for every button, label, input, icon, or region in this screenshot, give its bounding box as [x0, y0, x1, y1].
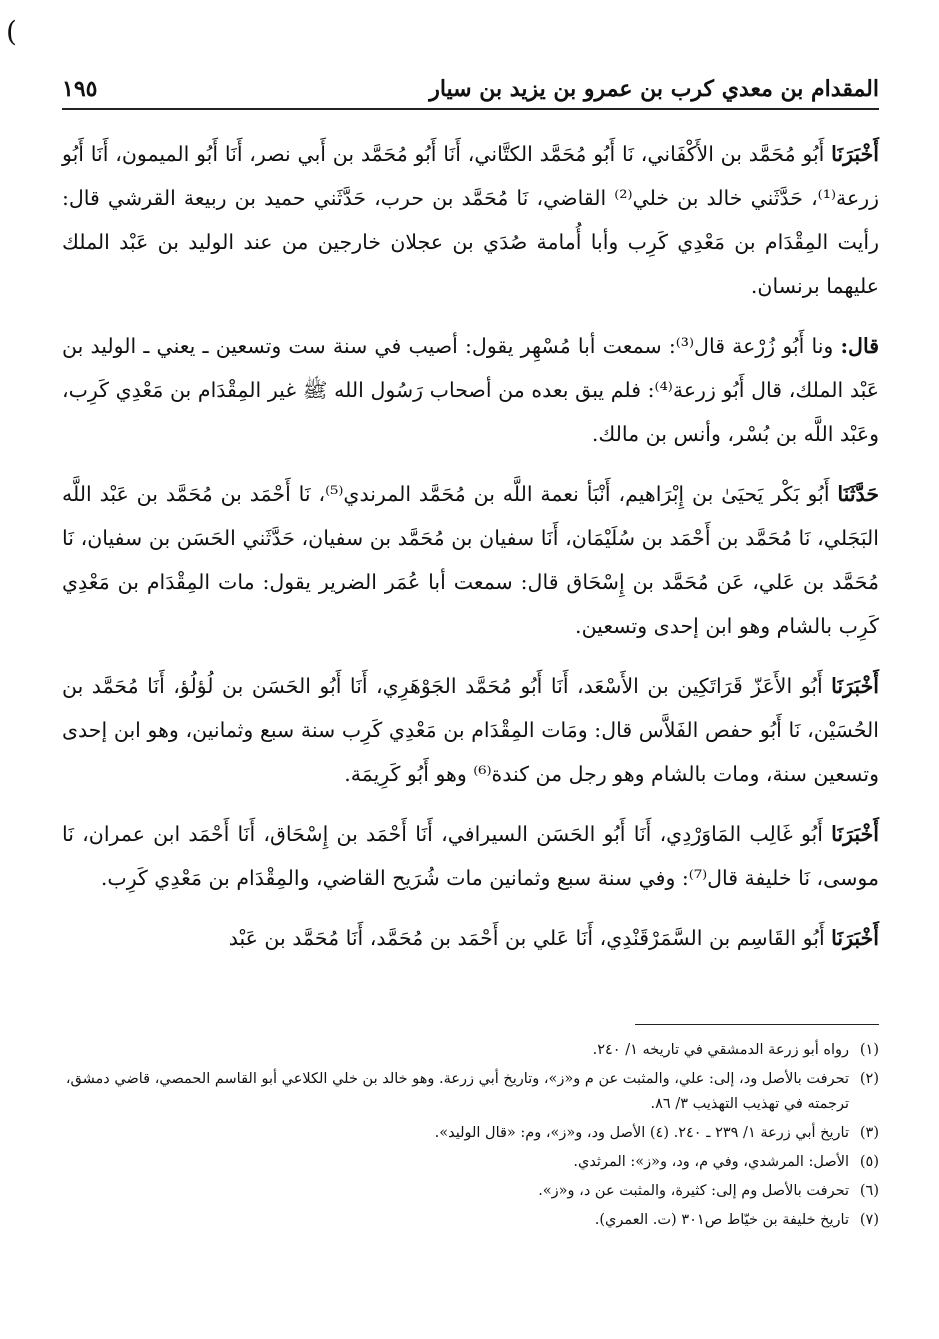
footnote-number: (٥) — [859, 1154, 879, 1170]
footnote — [62, 1150, 879, 1175]
footnote-text: تحرفت بالأصل ود، إلى: علي، والمثبت عن م و«ز»، وتاريخ أبي زرعة. وهو خالد بن خلي الكلاعي أبو القاسم الحمصي، قاضي دمشق، ترجمته في تهذيب التهذيب ٣/ ٨٦. — [65, 1071, 849, 1112]
footnote-text: تحرفت بالأصل وم إلى: كثيرة، والمثبت عن د، و«ز». — [538, 1183, 849, 1199]
paragraph-lead: قال: — [840, 334, 879, 358]
paragraph-lead: أَخْبَرَنَا — [831, 142, 879, 166]
footnote-text: تاريخ أبي زرعة ١/ ٢٣٩ ـ ٢٤٠. (٤) الأصل ود، و«ز»، وم: «قال الوليد». — [434, 1125, 849, 1141]
page-header — [62, 62, 879, 110]
footnote-text: الأصل: المرشدي، وفي م، ود، و«ز»: المرثدي. — [573, 1154, 849, 1170]
paragraph — [62, 812, 879, 900]
footnote — [62, 1121, 879, 1146]
footnote-number: (٢) — [859, 1071, 879, 1087]
paragraph-text: أَبُو القَاسِم بن السَّمَرْقَنْدِي، أَنَا عَلي بن أَحْمَد بن مُحَمَّد، أَنَا مُحَمَّد بن عَبْد — [228, 926, 832, 950]
paragraph — [62, 324, 879, 456]
paragraph-lead: أَخْبَرَنَا — [831, 674, 879, 698]
paragraph — [62, 132, 879, 308]
corner-mark: ( — [6, 15, 17, 48]
paragraph-lead: حَدَّثَنَا — [837, 482, 879, 506]
footnote-number: (٣) — [859, 1125, 879, 1141]
footnote — [62, 1067, 879, 1117]
footnote-text: رواه أبو زرعة الدمشقي في تاريخه ١/ ٢٤٠. — [592, 1042, 849, 1058]
footnotes — [62, 1038, 879, 1237]
running-title: المقدام بن معدي كرب بن عمرو بن يزيد بن سيار — [429, 76, 879, 102]
paragraph-lead: أَخْبَرَنَا — [831, 926, 879, 950]
paragraph — [62, 916, 879, 960]
paragraph-text: أَبُو غَالِب المَاوَرْدِي، أَنَا أَبُو الحَسَن السيرافي، أَنَا أَحْمَد بن إِسْحَاق، أَنَا أَحْمَد ابن عمران، نَا موسى، نَا خليفة قال⁽⁷⁾: وفي سنة سبع وثمانين مات شُرَيح القاضي، والمِقْدَام بن مَعْدِي كَرِب. — [62, 822, 879, 890]
page-number: ١٩٥ — [62, 76, 98, 102]
footnote-text: تاريخ خليفة بن خيّاط ص٣٠١ (ت. العمري). — [594, 1212, 849, 1228]
paragraph-text: ونا أَبُو زُرْعة قال⁽³⁾: سمعت أبا مُسْهِر يقول: أصيب في سنة ست وتسعين ـ يعني ـ الوليد بن عَبْد الملك، قال أَبُو زرعة⁽⁴⁾: فلم يبق بعده من أصحاب رَسُول الله ﷺ غير المِقْدَام بن مَعْدِي كَرِب، وعَبْد اللَّه بن بُسْر، وأنس بن مالك. — [62, 334, 879, 446]
footnote — [62, 1179, 879, 1204]
footnote-number: (٦) — [859, 1183, 879, 1199]
paragraph — [62, 472, 879, 648]
paragraph-lead: أَخْبَرَنَا — [831, 822, 879, 846]
footnote-divider — [635, 1024, 879, 1025]
main-text — [62, 132, 879, 976]
paragraph-text: أَبُو بَكْر يَحيَىٰ بن إِبْرَاهيم، أَنْبَأ نعمة اللَّه بن مُحَمَّد المرندي⁽⁵⁾، نَا أَحْمَد بن مُحَمَّد بن عَبْد اللَّه البَجَلي، نَا مُحَمَّد بن أَحْمَد بن سُلَيْمَان، أَنَا سفيان بن مُحَمَّد بن سفيان، حَدَّثَني الحَسَن بن سفيان، نَا مُحَمَّد بن عَلي، عَن مُحَمَّد بن إِسْحَاق قال: سمعت أبا عُمَر الضرير يقول: مات المِقْدَام بن مَعْدِي كَرِب بالشام وهو ابن إحدى وتسعين. — [62, 482, 879, 638]
footnote — [62, 1038, 879, 1063]
paragraph-text: أَبُو مُحَمَّد بن الأَكْفَاني، نَا أَبُو مُحَمَّد الكتَّاني، أَنَا أَبُو مُحَمَّد بن أَبي نصر، أَنَا أَبُو الميمون، أَنَا أَبُو زرعة⁽¹⁾، حَدَّثَني خالد بن خلي⁽²⁾ القاضي، نَا مُحَمَّد بن حرب، حَدَّثَني حميد بن ربيعة القرشي قال: رأيت المِقْدَام بن مَعْدِي كَرِب وأبا أُمامة صُدَي بن عجلان خارجين من عند الوليد بن عَبْد الملك عليهما برنسان. — [62, 142, 879, 298]
paragraph-text: أَبُو الأَعَزّ قَرَاتَكِين بن الأَسْعَد، أَنَا أَبُو مُحَمَّد الجَوْهَرِي، أَنَا أَبُو الحَسَن بن لُؤلُؤ، أَنَا مُحَمَّد بن الحُسَيْن، نَا أَبُو حفص الفَلاَّس قال: ومَات المِقْدَام بن مَعْدِي كَرِب سنة سبع وثمانين، وهو ابن إحدى وتسعين سنة، ومات بالشام وهو رجل من كندة⁽⁶⁾ وهو أَبُو كَرِيمَة. — [62, 674, 879, 786]
footnote — [62, 1208, 879, 1233]
footnote-number: (١) — [859, 1042, 879, 1058]
paragraph — [62, 664, 879, 796]
footnote-number: (٧) — [859, 1212, 879, 1228]
